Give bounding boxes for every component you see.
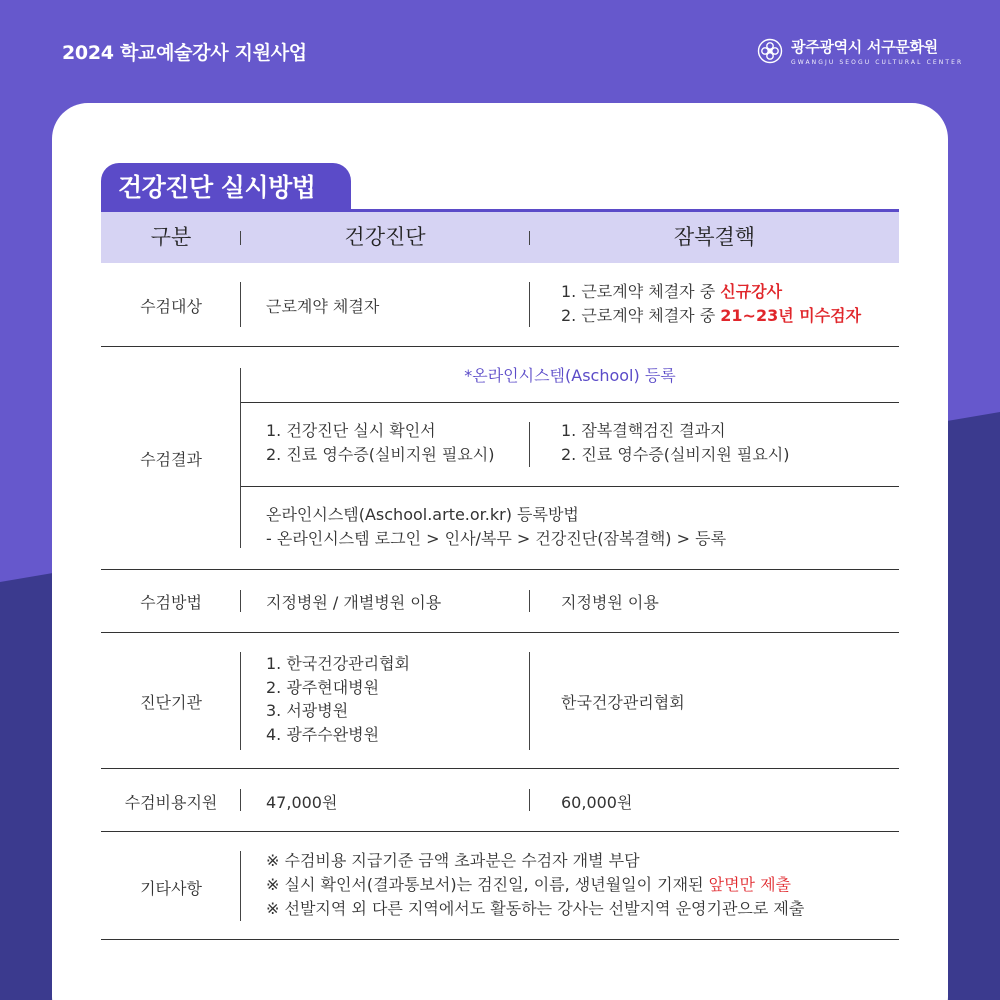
row-divider (240, 368, 241, 548)
row-label-method: 수검방법 (140, 593, 202, 612)
row-divider (529, 422, 530, 467)
row-divider (529, 282, 530, 327)
target-tb-line-1: 1. 근로계약 체결자 중 신규강사 (561, 282, 783, 301)
institution-health-item: 4. 광주수완병원 (266, 724, 380, 744)
column-header-category: 구분 (150, 225, 192, 249)
row-divider (529, 652, 530, 750)
row-separator (101, 569, 899, 570)
row-label-etc: 기타사항 (140, 879, 202, 898)
table-bottom-border (101, 939, 899, 940)
row-label-target: 수검대상 (140, 297, 202, 316)
section-title: 건강진단 실시방법 (101, 163, 351, 211)
row-divider (529, 789, 530, 811)
highlight-new-instructor: 신규강사 (720, 282, 783, 301)
institution-health-item: 2. 광주현대병원 (266, 677, 380, 697)
etc-notes (266, 849, 804, 921)
method-health-value: 지정병원 / 개별병원 이용 (266, 593, 442, 612)
row-divider (240, 282, 241, 327)
result-tb-list (561, 419, 789, 467)
etc-note-1: ※ 수검비용 지급기준 금액 초과분은 수검자 개별 부담 (266, 851, 640, 870)
highlight-unexamined: 21~23년 미수검자 (720, 306, 862, 325)
cost-tb-value: 60,000원 (561, 793, 633, 812)
result-health-item: 2. 진료 영수증(실비지원 필요시) (266, 445, 495, 464)
sub-row-separator (241, 486, 899, 487)
registration-guide-path: - 온라인시스템 로그인 > 인사/복무 > 건강진단(잠복결핵) > 등록 (266, 529, 727, 548)
row-separator (101, 632, 899, 633)
cost-health-value: 47,000원 (266, 793, 338, 812)
row-divider (529, 590, 530, 612)
row-separator (101, 346, 899, 347)
result-tb-item: 1. 잠복결핵검진 결과지 (561, 421, 726, 440)
etc-note-3: ※ 선발지역 외 다른 지역에서도 활동하는 강사는 선발지역 운영기관으로 제출 (266, 899, 805, 918)
row-label-institution: 진단기관 (140, 693, 202, 712)
institution-health-list (266, 652, 410, 746)
registration-guide-title: 온라인시스템(Aschool.arte.or.kr) 등록방법 (266, 505, 579, 524)
sub-row-separator (241, 402, 899, 403)
table-header (101, 212, 899, 263)
row-label-result: 수검결과 (140, 450, 202, 469)
org-logo (757, 36, 963, 66)
target-tb-value (561, 280, 861, 328)
row-divider (240, 652, 241, 750)
org-subtitle: GWANGJU SEOGU CULTURAL CENTER (791, 59, 964, 66)
column-header-health-check: 건강진단 (344, 225, 426, 249)
online-registration-guide (266, 503, 726, 551)
row-divider (240, 590, 241, 612)
row-divider (240, 789, 241, 811)
row-separator (101, 831, 899, 832)
result-health-item: 1. 건강진단 실시 확인서 (266, 421, 436, 440)
etc-note-2: ※ 실시 확인서(결과통보서)는 검진일, 이름, 생년월일이 기재된 앞면만 제출 (266, 875, 791, 894)
header-title: 2024 학교예술강사 지원사업 (62, 42, 307, 64)
org-name: 광주광역시 서구문화원 (791, 38, 938, 56)
row-divider (240, 851, 241, 921)
online-system-note: *온라인시스템(Aschool) 등록 (464, 366, 676, 385)
target-tb-line-2: 2. 근로계약 체결자 중 21~23년 미수검자 (561, 306, 862, 325)
result-tb-item: 2. 진료 영수증(실비지원 필요시) (561, 445, 790, 464)
institution-tb-value: 한국건강관리협회 (561, 693, 685, 712)
method-tb-value: 지정병원 이용 (561, 593, 659, 612)
target-health-value: 근로계약 체결자 (266, 297, 380, 316)
org-emblem-icon (757, 38, 783, 64)
result-health-list (266, 419, 494, 467)
institution-health-item: 1. 한국건강관리협회 (266, 654, 410, 673)
row-separator (101, 768, 899, 769)
highlight-front-only: 앞면만 제출 (708, 875, 791, 894)
column-header-latent-tb: 잠복결핵 (673, 225, 756, 249)
institution-health-item: 3. 서광병원 (266, 701, 349, 720)
row-label-cost: 수검비용지원 (124, 793, 218, 812)
